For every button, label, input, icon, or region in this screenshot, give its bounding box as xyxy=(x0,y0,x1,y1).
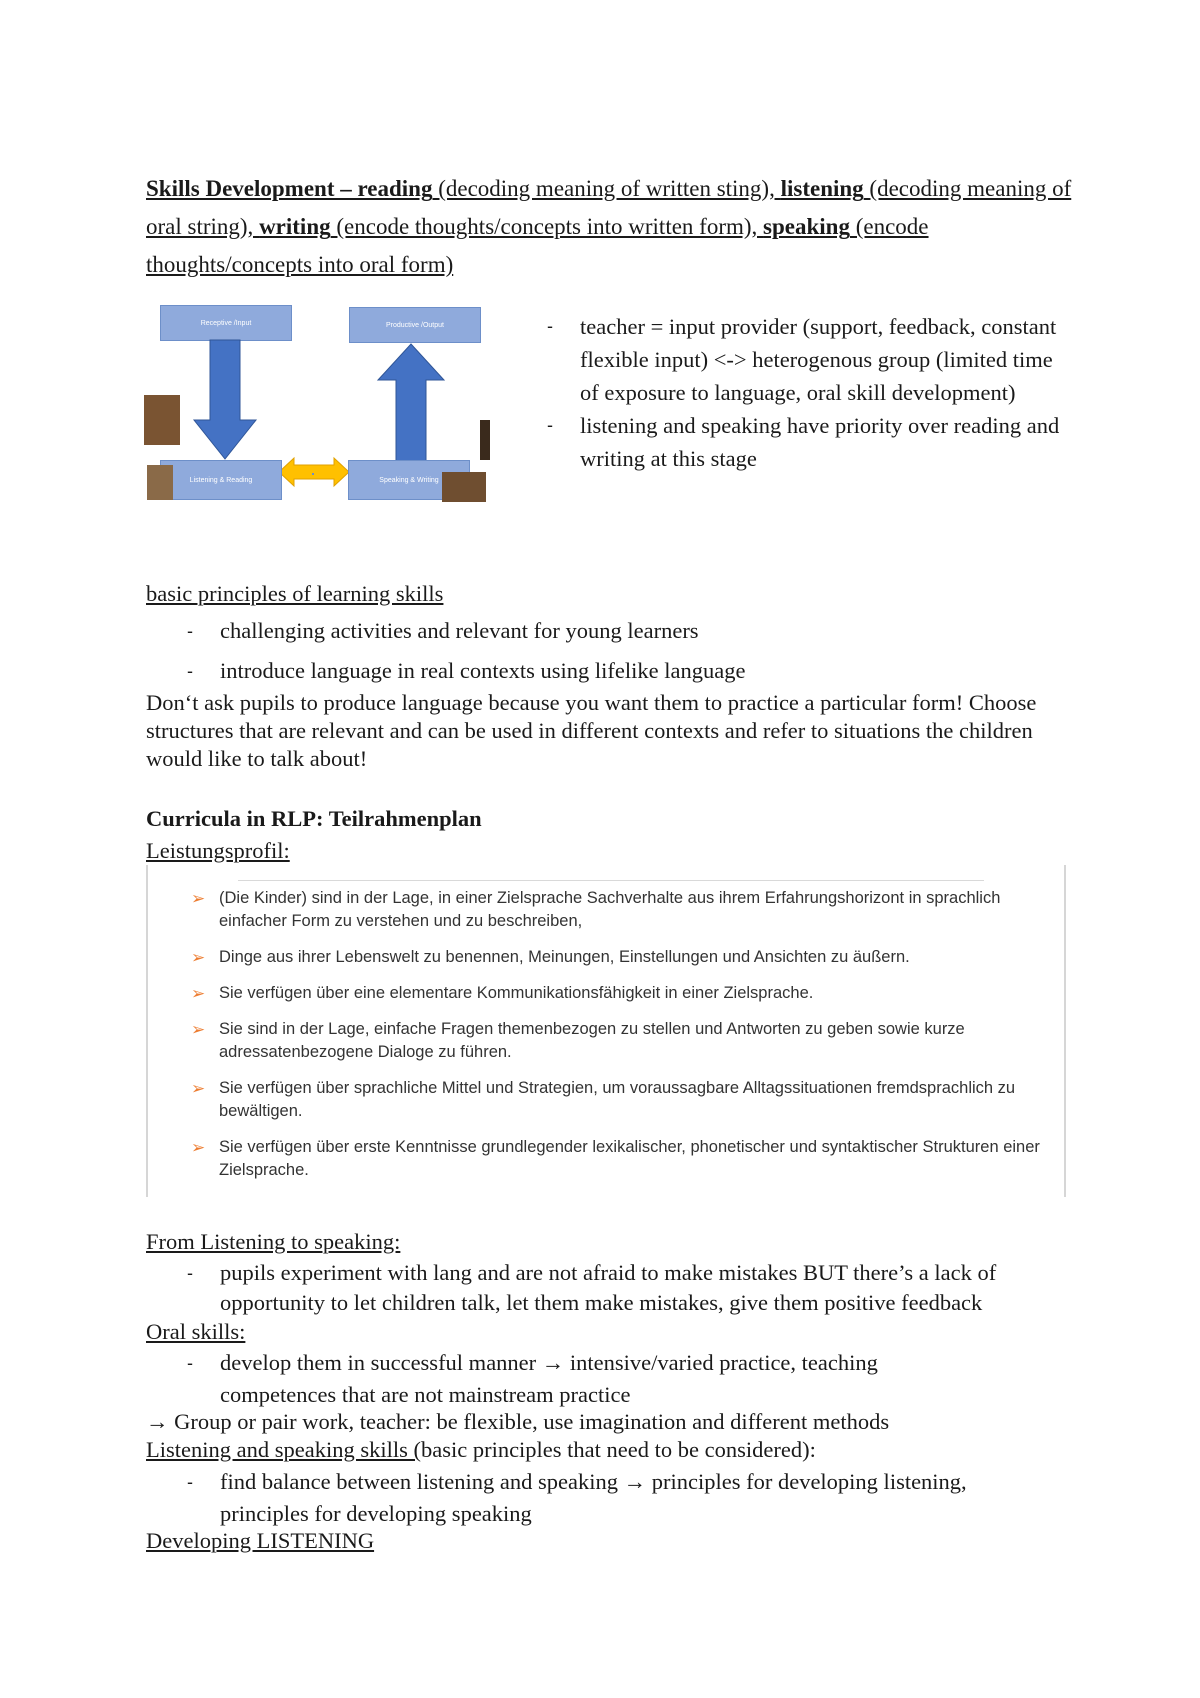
list-item xyxy=(540,409,1070,475)
list-item xyxy=(188,887,1048,933)
bullet-marker: - xyxy=(187,1263,193,1283)
bullet-marker: - xyxy=(187,621,193,641)
curricula-subtitle: Leistungsprofil: xyxy=(146,838,290,863)
from-listening-list xyxy=(180,1258,1080,1318)
bullet-marker: - xyxy=(547,415,553,435)
arrow-icon: → xyxy=(541,1350,565,1375)
bullet-marker: - xyxy=(187,1353,193,1373)
down-arrow-icon xyxy=(194,340,256,459)
list-item-text: find balance between listening and speaking xyxy=(220,1469,624,1494)
list-item-text: listening and speaking have priority over reading and writing at this stage xyxy=(580,413,1060,471)
arrow-bullet-icon: ➢ xyxy=(191,1079,206,1098)
oral-skills-note xyxy=(146,1408,889,1436)
oral-skills-title: Oral skills: xyxy=(146,1319,246,1344)
principles-title: basic principles of learning skills xyxy=(146,581,444,606)
list-item-text: (Die Kinder) sind in der Lage, in einer Zielsprache Sachverhalte aus ihrem Erfahrungshorizont in sprachlich einfacher Form zu verstehen und zu beschreiben, xyxy=(219,889,1001,930)
heading-part: Skills Development – reading xyxy=(146,176,433,201)
list-item-text: Sie verfügen über sprachliche Mittel und Strategien, um voraussagbare Alltagssituationen fremdsprachlich zu bewältigen. xyxy=(219,1079,1016,1120)
receptive-input-box: Receptive /Input xyxy=(160,305,292,341)
dog-photo xyxy=(147,465,173,500)
list-item xyxy=(180,1466,1060,1530)
oral-skills-list xyxy=(180,1347,960,1411)
list-item-text: principles for developing listening, principles for developing speaking xyxy=(220,1469,967,1526)
list-item-text: introduce language in real contexts using lifelike language xyxy=(220,658,746,683)
heading-part: (decoding meaning of oral string), xyxy=(146,176,1072,239)
list-item-text: Sie sind in der Lage, einfache Fragen themenbezogen zu stellen und Antworten zu geben sowie kurze adressatenbezogene Dialoge zu führen. xyxy=(219,1020,965,1061)
list-item-text: Sie verfügen über eine elementare Kommunikationsfähigkeit in einer Zielsprache. xyxy=(219,984,814,1002)
written-language-label xyxy=(312,473,314,475)
bullet-marker: - xyxy=(187,1472,193,1492)
dog-photo xyxy=(144,395,180,445)
double-arrow-icon xyxy=(279,458,349,486)
arrow-bullet-icon: ➢ xyxy=(191,1138,206,1157)
list-item-text: challenging activities and relevant for young learners xyxy=(220,618,699,643)
arrow-bullet-icon: ➢ xyxy=(191,984,206,1003)
curriculum-screenshot xyxy=(146,865,1066,1197)
curriculum-list xyxy=(188,887,1048,1195)
heading-part: speaking xyxy=(763,214,850,239)
list-item-text: pupils experiment with lang and are not afraid to make mistakes BUT there’s a lack of opportunity to let children talk, let them make mistakes, give them positive feedback xyxy=(220,1260,997,1315)
list-item xyxy=(188,1136,1048,1182)
developing-listening-title: Developing LISTENING xyxy=(146,1528,375,1553)
list-item xyxy=(188,1077,1048,1123)
list-item xyxy=(188,1018,1048,1064)
principles-list xyxy=(180,611,1060,691)
arrow-bullet-icon: ➢ xyxy=(191,1020,206,1039)
arrow-bullet-icon: ➢ xyxy=(191,948,206,967)
skills-diagram xyxy=(152,300,490,505)
arrow-icon: → xyxy=(623,1469,647,1494)
dog-photo xyxy=(442,472,486,502)
bullet-marker: - xyxy=(547,316,553,336)
arrow-icon: → xyxy=(146,1409,169,1434)
listening-reading-box: Listening & Reading xyxy=(160,460,282,500)
title-text: basic principles that need to be considered): xyxy=(420,1437,816,1462)
heading-part: (encode thoughts/concepts into written form), xyxy=(330,214,764,239)
heading-part: writing xyxy=(259,214,331,239)
heading-part: (encode thoughts/concepts into oral form) xyxy=(146,214,929,277)
title-text: Listening and speaking skills ( xyxy=(146,1437,421,1462)
divider xyxy=(238,880,984,881)
note-text: Group or pair work, teacher: be flexible, use imagination and different methods xyxy=(168,1409,890,1434)
list-item xyxy=(180,1258,1080,1318)
list-item xyxy=(180,651,1060,691)
list-item xyxy=(180,611,1060,651)
list-item xyxy=(188,982,1048,1005)
list-item-text: Dinge aus ihrer Lebenswelt zu benennen, Meinungen, Einstellungen und Ansichten zu äußern. xyxy=(219,948,910,966)
heading-part: (decoding meaning of written sting), xyxy=(432,176,781,201)
curricula-title: Curricula in RLP: Teilrahmenplan xyxy=(146,806,482,831)
principles-paragraph: Don‘t ask pupils to produce language because you want them to practice a particular form! Choose structures that are relevant and can be used in different contexts and refer to situations the children would like to talk about! xyxy=(146,690,1037,771)
ls-skills-title xyxy=(146,1436,816,1464)
speaking-writing-box: Speaking & Writing xyxy=(348,460,470,500)
list-item xyxy=(540,310,1070,409)
list-item-text: develop them in successful manner xyxy=(220,1350,542,1375)
bullet-marker: - xyxy=(187,661,193,681)
list-item-text: Sie verfügen über erste Kenntnisse grundlegender lexikalischer, phonetischer und syntaktischer Strukturen einer Zielsprache. xyxy=(219,1138,1040,1179)
list-item-text: intensive/varied practice, teaching competences that are not mainstream practice xyxy=(220,1350,878,1407)
up-arrow-icon xyxy=(378,344,444,465)
list-item xyxy=(180,1347,960,1411)
list-item xyxy=(188,946,1048,969)
section-heading xyxy=(146,170,1076,284)
right-bullet-list xyxy=(540,310,1070,475)
heading-part: listening xyxy=(780,176,864,201)
productive-output-box: Productive /Output xyxy=(349,307,481,343)
ls-skills-list xyxy=(180,1466,1060,1530)
list-item-text: teacher = input provider (support, feedback, constant flexible input) <-> heterogenous group (limited time of exposure to language, oral skill development) xyxy=(580,314,1057,405)
arrow-bullet-icon: ➢ xyxy=(191,889,206,908)
dog-photo xyxy=(480,420,490,460)
from-listening-title: From Listening to speaking: xyxy=(146,1229,401,1254)
